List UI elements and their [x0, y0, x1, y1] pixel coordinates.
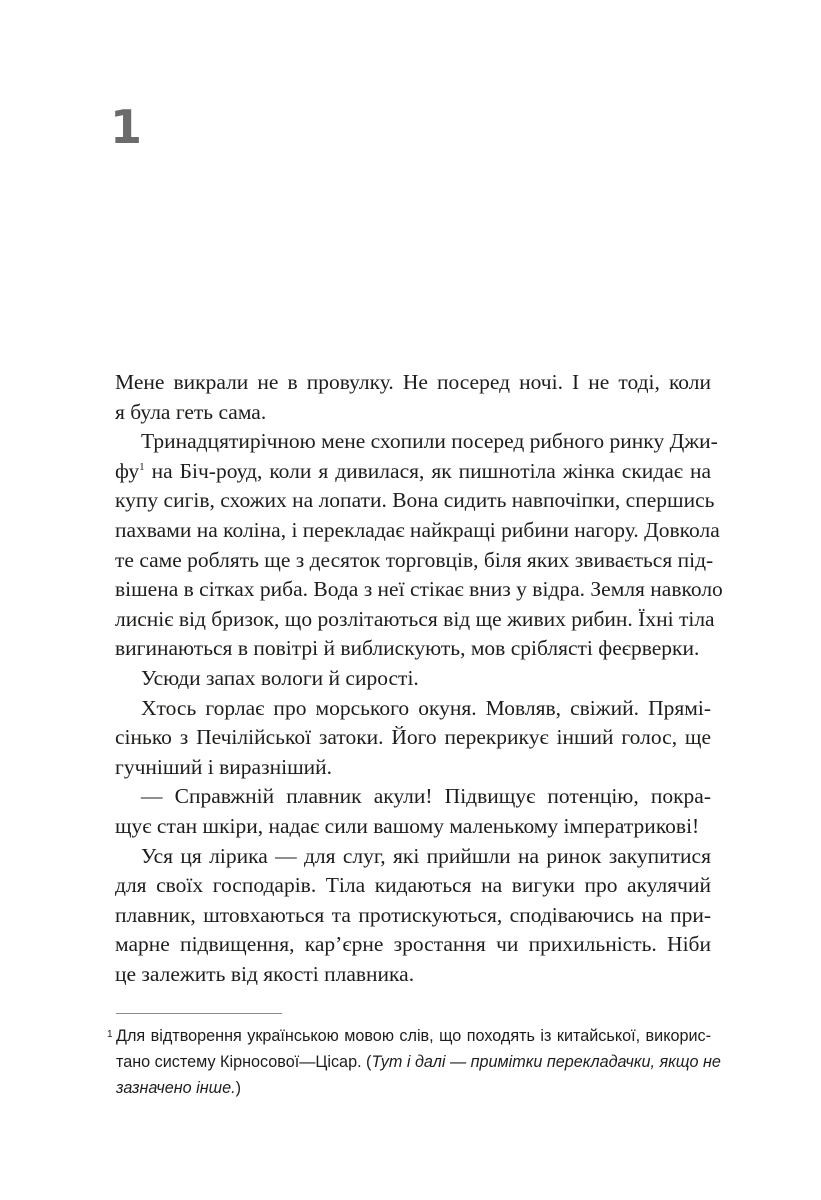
text-line: Тринадцятирічною мене схопили посеред рибного ринку Джи-	[141, 429, 718, 454]
text-line: пахвами на коліна, і перекладає найкращі рибини нагору. Довкола	[115, 517, 720, 542]
text-line: Уся ця лірика — для слуг, які прийшли на ринок закупитися	[141, 843, 711, 868]
body-text	[115, 368, 723, 989]
text-line: — Справжній плавник акули! Підвищує потенцію, покра-	[141, 784, 711, 809]
footnote-text: )	[235, 1078, 241, 1097]
text-fragment: на Біч-роуд, коли я дивилася, як пишнотіла жінка скидає на	[151, 458, 712, 483]
footnote-divider	[116, 1013, 282, 1014]
text-line: купу сигів, схожих на лопати. Вона сидить навпочіпки, спершись	[115, 488, 715, 513]
text-line: гучніший і виразніший.	[115, 754, 333, 779]
text-line: для своїх господарів. Тіла кидаються на вигуки про акулячий	[115, 873, 711, 898]
text-line: Хтось горлає про морського окуня. Мовляв, свіжий. Прямі-	[141, 695, 711, 720]
text-line: плавник, штовхаються та протискуються, сподіваючись на при-	[115, 902, 711, 927]
text-line: сінько з Печілійської затоки. Його перекрикує інший голос, ще	[115, 725, 711, 750]
footnote-reference[interactable]: 1	[139, 460, 145, 473]
footnote	[107, 1024, 721, 1101]
text-line: Усюди запах вологи й сирості.	[141, 665, 419, 690]
text-fragment: фу	[115, 458, 140, 483]
footnote-body	[116, 1024, 721, 1101]
text-line: я була геть сама.	[115, 399, 267, 424]
text-line: щує стан шкіри, надає сили вашому маленькому імператрикові!	[115, 813, 700, 838]
text-line: марне підвищення, кар’єрне зростання чи прихильність. Ніби	[115, 932, 711, 957]
text-line: Мене викрали не в провулку. Не посеред ночі. І не тоді, коли	[115, 370, 711, 394]
footnote-text: тано систему Кірносової—Цісар. (	[116, 1052, 372, 1071]
text-line	[115, 457, 711, 487]
footnote-mark: 1	[107, 1029, 113, 1040]
footnote-italic-text: Тут і далі — примітки перекладачки, якщо не	[371, 1052, 721, 1071]
footnote-line	[116, 1076, 711, 1102]
footnote-line: Для відтворення українською мовою слів, що походять із китайської, викорис-	[116, 1027, 711, 1045]
text-line: це залежить від якості плавника.	[115, 961, 415, 986]
text-line: вигинаються в повітрі й виблискують, мов сріблясті феєрверки.	[115, 636, 700, 661]
footnote-italic-text: зазначено інше.	[116, 1078, 236, 1097]
chapter-number: 1	[110, 100, 143, 154]
text-line: лисніє від бризок, що розлітаються від ще живих рибин. Їхні тіла	[115, 606, 715, 631]
footnote-line	[116, 1050, 721, 1076]
text-line: вішена в сітках риба. Вода з неї стікає вниз у відра. Земля навколо	[115, 577, 723, 602]
text-line: те саме роблять ще з десяток торговців, біля яких звивається під-	[115, 547, 714, 572]
